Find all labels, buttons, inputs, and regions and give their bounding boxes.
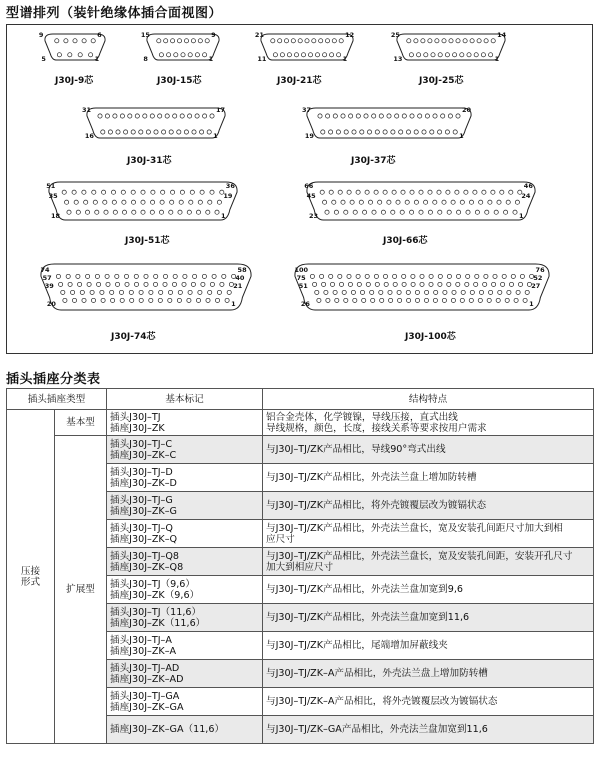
connector-name: J30J-66芯 [383,236,428,246]
pin-number-label: 100 [294,266,309,275]
pin-number-label: 21 [233,282,243,291]
connector-8 [305,181,537,221]
subtype-cell-basic: 基本型 [55,410,107,436]
pin-number-label: 23 [309,212,319,221]
connector-7 [47,181,239,221]
connector-name: J30J-31芯 [127,156,172,166]
connector-name: J30J-100芯 [405,332,456,342]
connector-name: J30J-21芯 [277,76,322,86]
marks-cell: 插头J30J–TJ–AD 插座J30J–ZK–AD [107,660,263,688]
marks-cell: 插头J30J–TJ–A 插座J30J–ZK–A [107,632,263,660]
pin-number-label: 25 [390,30,400,39]
pin-number-label: 1 [519,212,524,221]
pin-number-label: 8 [143,54,148,63]
feature-cell: 与J30J–TJ/ZK–A产品相比，外壳法兰盘上增加防转槽 [263,660,594,688]
pin-number-label: 52 [533,274,543,283]
connector-shell [43,30,121,61]
header-type: 插头插座类型 [7,389,107,410]
pin-number-label: 1 [459,131,464,140]
connector-diagram-panel [6,24,593,354]
feature-cell: 与J30J–TJ/ZK–GA产品相比，外壳法兰盘加宽到11,6 [263,716,594,744]
marks-cell: 插头J30J–TJ（11,6） 插座J30J–ZK（11,6） [107,604,263,632]
pin-number-label: 37 [301,105,312,114]
connector-shell [293,263,565,311]
marks-cell: 插头J30J–TJ–GA 插座J30J–ZK–GA [107,688,263,716]
connector-name: J30J-74芯 [111,332,156,342]
pin-number-label: 11 [257,54,267,63]
pin-number-label: 9 [211,30,216,39]
classification-table [6,388,594,744]
section-title-connector-series: 型谱排列（装针绝缘体插合面视图） [6,6,223,21]
pin-number-label: 46 [523,182,533,191]
pin-number-label: 1 [213,131,218,140]
connector-name: J30J-15芯 [157,76,202,86]
feature-cell: 与J30J–TJ/ZK产品相比，导线90°弯式出线 [263,436,594,464]
connector-name: J30J-37芯 [351,156,396,166]
pin-number-label: 1 [494,54,500,63]
connector-name: J30J-25芯 [419,76,464,86]
type-cell-crimp: 压接 形式 [7,410,55,744]
section-title-classification: 插头插座分类表 [6,372,101,387]
table-row [7,410,594,436]
pin-number-label: 66 [304,182,314,191]
pin-number-label: 18 [51,212,61,221]
feature-cell: 与J30J–TJ/ZK产品相比，将外壳镀覆层改为镀镉状态 [263,492,594,520]
pin-number-label: 24 [521,192,531,201]
header-features: 结构特点 [263,389,594,410]
connector-name: J30J-9芯 [55,76,94,86]
connector-shell [305,181,551,221]
pin-number-label: 51 [46,182,56,191]
pin-number-label: 1 [231,300,236,309]
table-row [7,436,594,464]
pin-number-label: 58 [237,266,247,275]
pin-number-label: 1 [342,54,348,63]
pin-number-label: 76 [535,266,545,275]
marks-cell: 插头J30J–TJ–Q 插座J30J–ZK–Q [107,520,263,548]
pin-number-label: 1 [208,54,214,63]
pin-number-label: 19 [223,192,233,201]
feature-cell: 与J30J–TJ/ZK产品相比，外壳法兰盘长，宽及安装孔间距，安装开孔尺寸 加大到相应尺寸 [263,548,594,576]
marks-cell: 插头J30J–TJ–D 插座J30J–ZK–D [107,464,263,492]
pin-number-label: 74 [40,266,50,275]
pin-number-label: 27 [531,282,541,291]
pin-number-label: 31 [81,105,92,114]
pin-number-label: 35 [48,192,58,201]
pin-number-label: 14 [497,30,507,39]
marks-cell: 插头J30J–TJ–Q8 插座J30J–ZK–Q8 [107,548,263,576]
feature-cell: 与J30J–TJ/ZK产品相比，外壳法兰盘长，宽及安装孔间距尺寸加大到相 应尺寸 [263,520,594,548]
shell-outline [41,264,251,310]
connector-2 [140,30,221,63]
marks-cell: 插头J30J–TJ 插座J30J–ZK [107,410,263,436]
marks-cell: 插头J30J–TJ–C 插座J30J–ZK–C [107,436,263,464]
feature-cell: 与J30J–TJ/ZK产品相比，尾端增加屏蔽线夹 [263,632,594,660]
pin-number-label: 20 [46,300,56,309]
connector-3 [254,30,355,63]
pin-number-label: 1 [529,300,534,309]
subtype-cell-extended: 扩展型 [55,436,107,744]
pin-number-label: 5 [41,54,46,63]
pin-number-label: 51 [298,282,308,291]
marks-cell: 插头J30J–TJ（9,6） 插座J30J–ZK（9,6） [107,576,263,604]
header-marks: 基本标记 [107,389,263,410]
connector-10 [293,263,551,311]
connector-4 [390,30,507,63]
connector-1 [38,30,107,63]
marks-cell: 插头J30J–TJ–G 插座J30J–ZK–G [107,492,263,520]
pin-number-label: 15 [140,30,150,39]
pin-number-label: 26 [300,300,310,309]
feature-cell: 与J30J–TJ/ZK产品相比，外壳法兰盘上增加防转槽 [263,464,594,492]
pin-number-label: 45 [306,192,316,201]
pin-number-label: 39 [44,282,54,291]
connector-9 [39,263,253,311]
pin-number-label: 16 [84,131,94,140]
marks-cell: 插座J30J–ZK–GA（11,6） [107,716,263,744]
connector-name: J30J-51芯 [125,236,170,246]
pin-number-label: 6 [97,30,102,39]
pin-number-label: 17 [216,105,226,114]
pin-number-label: 1 [221,212,226,221]
pin-number-label: 20 [462,105,472,114]
feature-cell: 与J30J–TJ/ZK–A产品相比，将外壳镀覆层改为镀镉状态 [263,688,594,716]
pin-number-label: 12 [345,30,355,39]
feature-cell: 与J30J–TJ/ZK产品相比，外壳法兰盘加宽到9,6 [263,576,594,604]
pin-number-label: 1 [94,54,100,63]
pin-number-label: 19 [304,131,314,140]
pin-number-label: 57 [42,274,52,283]
pin-number-label: 75 [296,274,306,283]
pin-number-label: 40 [235,274,245,283]
pin-number-label: 21 [254,30,264,39]
connector-5 [81,105,227,140]
pin-number-label: 9 [38,30,44,39]
connector-6 [301,105,473,140]
feature-cell: 与J30J–TJ/ZK产品相比，外壳法兰盘加宽到11,6 [263,604,594,632]
shell-outline [295,264,549,310]
pin-number-label: 13 [393,54,403,63]
pin-number-label: 36 [225,182,235,191]
feature-cell: 铝合金壳体，化学镀镍，导线压接，直式出线 导线规格，颜色，长度，接线关系等要求按用户需求 [263,410,594,436]
